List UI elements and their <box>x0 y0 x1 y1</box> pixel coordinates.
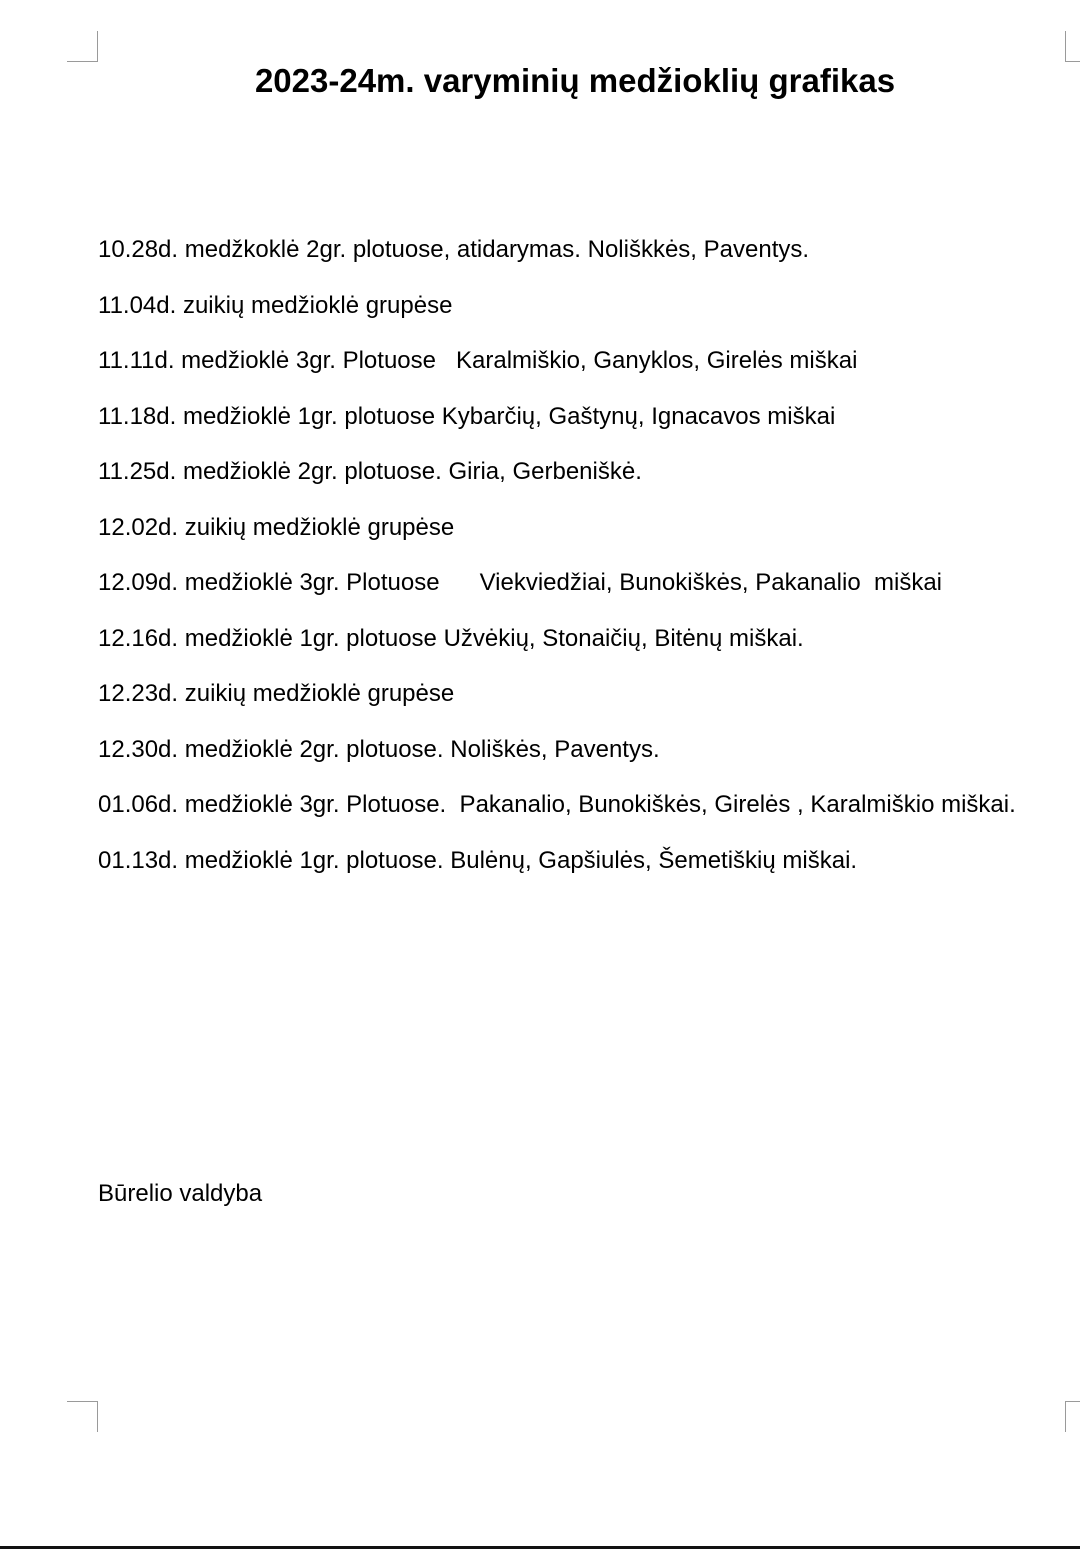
page-corner-mark-top-right <box>1065 31 1080 62</box>
schedule-row: 11.11d. medžioklė 3gr. Plotuose Karalmiškio, Ganyklos, Girelės miškai <box>98 347 858 374</box>
schedule-row: 10.28d. medžkoklė 2gr. plotuose, atidarymas. Noliškkės, Paventys. <box>98 236 810 263</box>
schedule-row: 12.09d. medžioklė 3gr. Plotuose Viekviedžiai, Bunokiškės, Pakanalio miškai <box>98 569 943 596</box>
page-corner-mark-bottom-right <box>1065 1401 1080 1432</box>
schedule-row: 01.06d. medžioklė 3gr. Plotuose. Pakanalio, Bunokiškės, Girelės , Karalmiškio miškai. <box>98 791 1016 818</box>
schedule-row: 12.16d. medžioklė 1gr. plotuose Užvėkių, Stonaičių, Bitėnų miškai. <box>98 624 804 652</box>
schedule-row: 12.02d. zuikių medžioklė grupėse <box>98 513 455 541</box>
page-bottom-edge <box>0 1546 1080 1549</box>
schedule-row: 11.18d. medžioklė 1gr. plotuose Kybarčių, Gaštynų, Ignacavos miškai <box>98 402 836 430</box>
schedule-row: 11.25d. medžioklė 2gr. plotuose. Giria, Gerbeniškė. <box>98 458 642 485</box>
schedule-row: 12.23d. zuikių medžioklė grupėse <box>98 680 455 707</box>
hunt-schedule-list <box>98 234 1078 900</box>
schedule-row: 01.13d. medžioklė 1gr. plotuose. Bulėnų, Gapšiulės, Šemetiškių miškai. <box>98 846 858 874</box>
page-corner-mark-top-left <box>67 31 98 62</box>
page-corner-mark-bottom-left <box>67 1401 98 1432</box>
schedule-row: 11.04d. zuikių medžioklė grupėse <box>98 291 453 319</box>
schedule-row: 12.30d. medžioklė 2gr. plotuose. Noliškės, Paventys. <box>98 735 660 763</box>
page-title: 2023-24m. varyminių medžioklių grafikas <box>254 62 896 99</box>
signature-board: Būrelio valdyba <box>98 1180 263 1207</box>
